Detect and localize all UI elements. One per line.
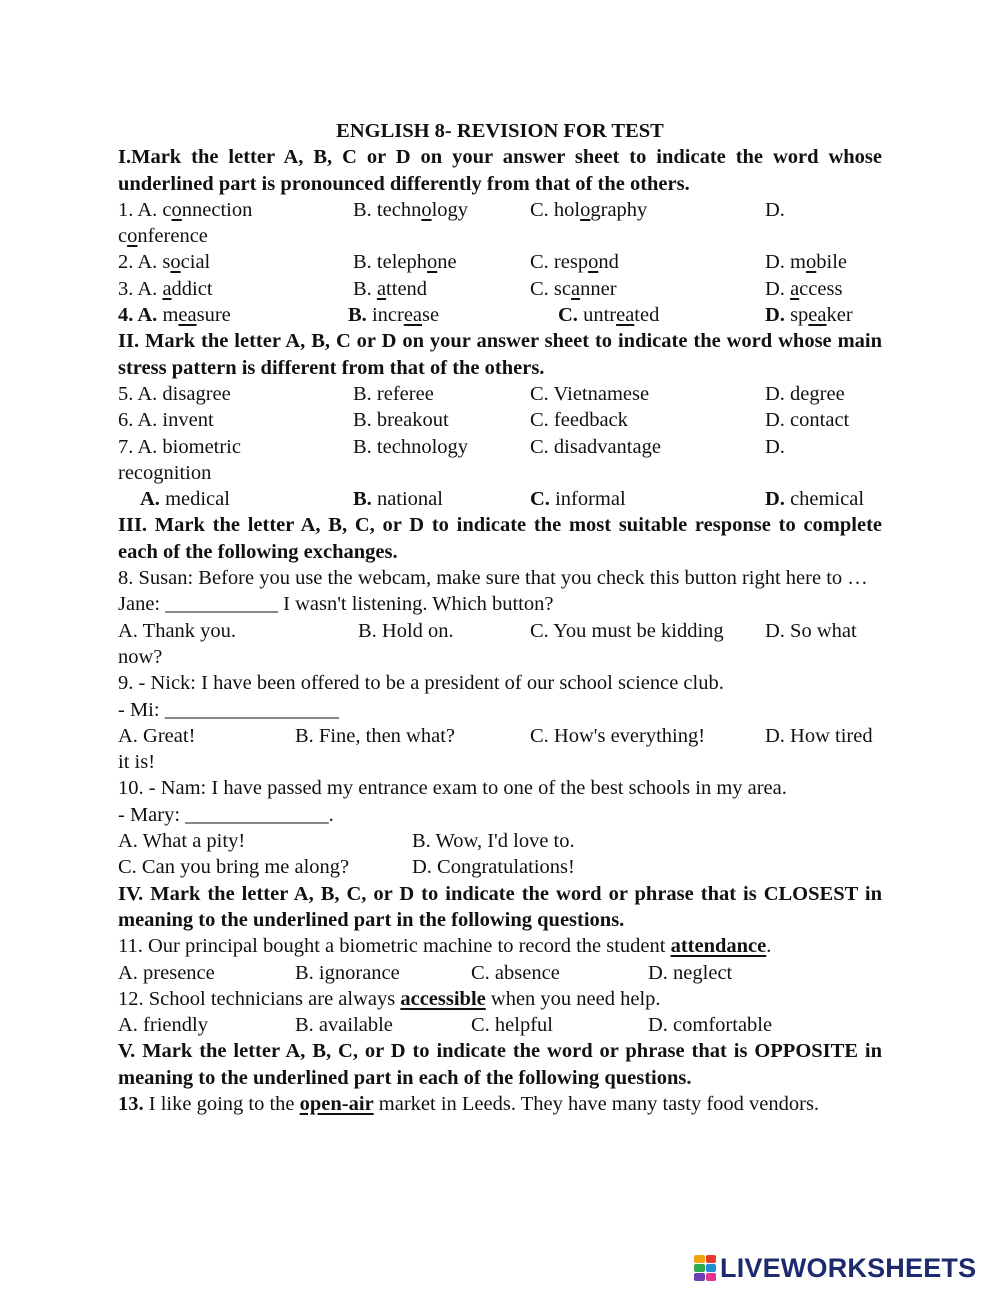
- question-12-options: [118, 1012, 882, 1038]
- q11-option-c: C. absence: [471, 961, 560, 984]
- q6-option-a: 6. A. invent: [118, 409, 214, 432]
- q9-option-a: A. Great!: [118, 724, 196, 747]
- q8-stem: 8. Susan: Before you use the webcam, make sure that you check this button right here to …: [118, 567, 868, 590]
- q11-stem: 11. Our principal bought a biometric machine to record the student attendance.: [118, 935, 772, 958]
- q1-option-a: 1. A. connection: [118, 198, 253, 221]
- liveworksheets-logo-icon: [694, 1255, 716, 1281]
- q4-option-d: D. speaker: [765, 304, 853, 327]
- q7-option-c: C. disadvantage: [530, 435, 661, 458]
- logo-text: LIVEWORKSHEETS: [720, 1252, 977, 1283]
- q7b-option-c: C. informal: [530, 488, 626, 511]
- q12-option-b: B. available: [295, 1014, 393, 1037]
- liveworksheets-logo[interactable]: [694, 1251, 976, 1285]
- section-2-instruction: II. Mark the letter A, B, C or D on your answer sheet to indicate the word whose main stress pattern is different from that of the others.: [118, 330, 882, 379]
- q8-option-c: C. You must be kidding: [530, 619, 724, 642]
- q10-mary-line: - Mary: ______________.: [118, 803, 334, 826]
- q11-underlined-word: attendance: [670, 935, 767, 958]
- q10-option-b: B. Wow, I'd love to.: [412, 830, 575, 853]
- q9-stem: 9. - Nick: I have been offered to be a president of our school science club.: [118, 672, 724, 695]
- q12-stem: 12. School technicians are always accessible when you need help.: [118, 987, 661, 1010]
- q2-option-c: C. respond: [530, 251, 619, 274]
- q1-option-d-label: D.: [765, 198, 785, 221]
- question-4: [118, 302, 882, 328]
- q9-option-d: it is!: [118, 751, 156, 774]
- q5-option-b: B. referee: [353, 382, 434, 405]
- q12-underlined-word: accessible: [400, 987, 486, 1010]
- q7b-option-d: D. chemical: [765, 488, 865, 511]
- question-8-options-continued: [118, 644, 882, 670]
- q4-option-c: C. untreated: [558, 304, 660, 327]
- q8-option-d-part: D. So what: [765, 619, 857, 642]
- q7-option-b: B. technology: [353, 435, 469, 458]
- q4-option-a: 4. A. measure: [118, 304, 231, 327]
- q6-option-b: B. breakout: [353, 409, 449, 432]
- q5-option-d: D. degree: [765, 382, 845, 405]
- section-5-instruction: V. Mark the letter A, B, C, or D to indicate the word or phrase that is OPPOSITE in meaning to the underlined part in each of the following questions.: [118, 1040, 882, 1089]
- question-7b: [118, 486, 882, 512]
- q5-option-c: C. Vietnamese: [530, 382, 650, 405]
- page-title: ENGLISH 8- REVISION FOR TEST: [336, 120, 664, 142]
- q12-option-c: C. helpful: [471, 1014, 553, 1037]
- q10-option-d: D. Congratulations!: [412, 856, 575, 879]
- question-1-continued: [118, 223, 882, 249]
- q3-option-a: 3. A. addict: [118, 277, 213, 300]
- question-1: [118, 197, 882, 223]
- q2-option-b: B. telephone: [353, 251, 457, 274]
- q7-option-a: 7. A. biometric: [118, 435, 241, 458]
- q3-option-b: B. attend: [353, 277, 428, 300]
- q13-stem: 13. I like going to the open-air market in Leeds. They have many tasty food vendors.: [118, 1092, 820, 1115]
- q7-option-d: recognition: [118, 461, 212, 484]
- q1-option-c: C. holography: [530, 198, 648, 221]
- q8-option-d: now?: [118, 645, 163, 668]
- question-6: [118, 407, 882, 433]
- q3-option-d: D. access: [765, 277, 843, 300]
- q10-option-a: A. What a pity!: [118, 830, 246, 853]
- question-8-options: [118, 618, 882, 644]
- q2-option-d: D. mobile: [765, 251, 847, 274]
- q9-mi-line: - Mi: _________________: [118, 698, 339, 721]
- q11-option-d: D. neglect: [648, 961, 733, 984]
- section-3-instruction: III. Mark the letter A, B, C, or D to indicate the most suitable response to complete each of the following exchanges.: [118, 514, 882, 563]
- section-4-instruction: IV. Mark the letter A, B, C, or D to indicate the word or phrase that is CLOSEST in meaning to the underlined part in the following questions.: [118, 882, 882, 931]
- q10-option-c: C. Can you bring me along?: [118, 856, 350, 879]
- q7-option-d-label: D.: [765, 435, 785, 458]
- question-7-continued: [118, 460, 882, 486]
- q12-option-d: D. comfortable: [648, 1014, 773, 1037]
- question-3: [118, 276, 882, 302]
- question-5: [118, 381, 882, 407]
- question-9-options-continued: [118, 749, 882, 775]
- worksheet: [118, 118, 882, 1117]
- section-1-instruction: I.Mark the letter A, B, C or D on your answer sheet to indicate the word whose underlined part is pronounced differently from that of the others.: [118, 146, 882, 195]
- question-11-options: [118, 960, 882, 986]
- q2-option-a: 2. A. social: [118, 251, 211, 274]
- question-9-options: [118, 723, 882, 749]
- q8-jane-line: Jane: ___________ I wasn't listening. Which button?: [118, 593, 554, 616]
- q3-option-c: C. scanner: [530, 277, 617, 300]
- q9-option-d-part: D. How tired: [765, 724, 873, 747]
- q12-option-a: A. friendly: [118, 1014, 208, 1037]
- question-2: [118, 249, 882, 275]
- q8-option-b: B. Hold on.: [358, 619, 454, 642]
- q10-stem: 10. - Nam: I have passed my entrance exam to one of the best schools in my area.: [118, 777, 787, 800]
- q4-option-b: B. increase: [348, 304, 440, 327]
- q5-option-a: 5. A. disagree: [118, 382, 231, 405]
- q8-option-a: A. Thank you.: [118, 619, 237, 642]
- q13-underlined-word: open-air: [299, 1092, 374, 1115]
- question-10-options-1: [118, 828, 882, 854]
- q1-option-b: B. technology: [353, 198, 469, 221]
- q1-option-d: conference: [118, 225, 208, 248]
- q6-option-d: D. contact: [765, 409, 850, 432]
- q9-option-b: B. Fine, then what?: [295, 724, 455, 747]
- q11-option-a: A. presence: [118, 961, 215, 984]
- question-7: [118, 434, 882, 460]
- q9-option-c: C. How's everything!: [530, 724, 706, 747]
- q6-option-c: C. feedback: [530, 409, 628, 432]
- q11-option-b: B. ignorance: [295, 961, 400, 984]
- q7b-option-b: B. national: [353, 488, 443, 511]
- q7b-option-a: A. medical: [140, 488, 230, 511]
- question-10-options-2: [118, 854, 882, 880]
